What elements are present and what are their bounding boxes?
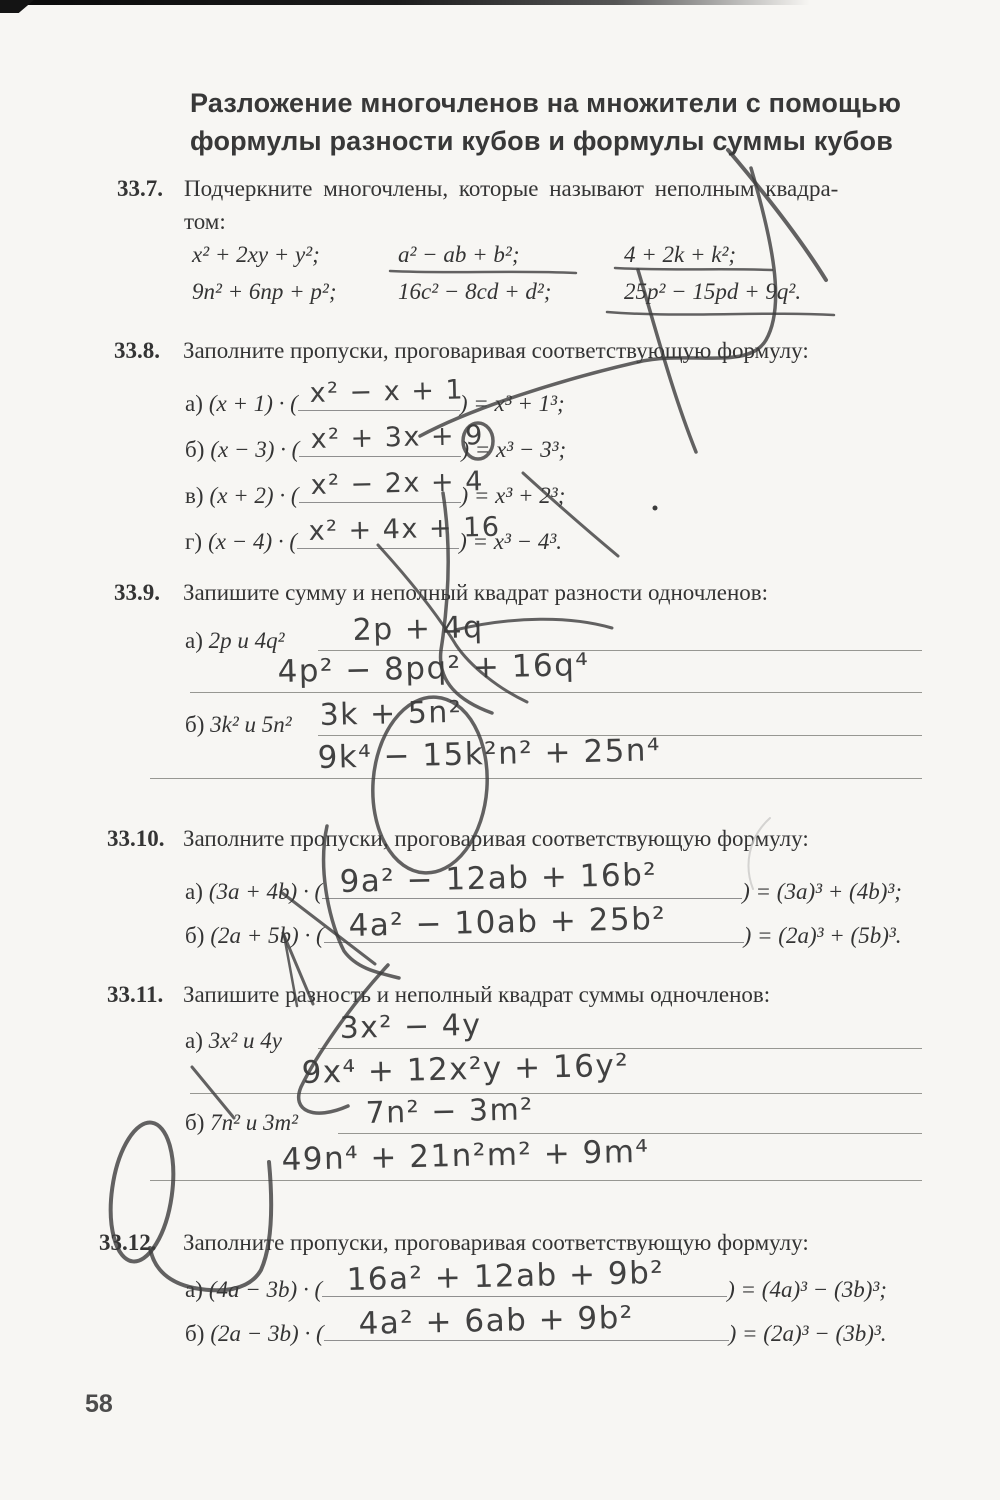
answer-blank bbox=[298, 374, 465, 411]
problem-33-11-item-a-given bbox=[185, 1028, 282, 1054]
problem-33-9-header: Запишите сумму и неполный квадрат разности одночленов: bbox=[183, 580, 769, 605]
answer-line bbox=[318, 694, 922, 736]
section-title-line2: формулы разности кубов и формулы суммы кубов bbox=[190, 126, 893, 156]
item-label: б) bbox=[185, 712, 205, 737]
problem-33-12-item-a bbox=[185, 1254, 887, 1303]
scan-artifact-top-band bbox=[0, 0, 880, 5]
answer-blank bbox=[322, 1254, 727, 1298]
item-label: а) bbox=[185, 628, 203, 653]
polynomial-1: x² + 2xy + y²; bbox=[192, 242, 320, 267]
given-monomials: 2p и 4q² bbox=[208, 628, 285, 653]
answer-line bbox=[150, 1133, 922, 1181]
problem-33-12-header: Заполните пропуски, проговаривая соответствующую формулу: bbox=[183, 1230, 809, 1255]
item-prefix: (x − 3) · ( bbox=[210, 437, 300, 462]
handwritten-answer: x² + 4x + 16 bbox=[308, 511, 501, 547]
item-label: в) bbox=[185, 483, 204, 508]
handwritten-answer: 3x² − 4y bbox=[339, 1007, 482, 1046]
item-label: а) bbox=[185, 1028, 203, 1053]
handwritten-answer: 49n⁴ + 21n²m² + 9m⁴ bbox=[281, 1133, 650, 1178]
item-label: б) bbox=[185, 1321, 205, 1346]
given-monomials: 7n² и 3m² bbox=[210, 1110, 299, 1135]
polynomial-6-underlined: 25p² − 15pd + 9q². bbox=[624, 279, 802, 304]
item-prefix: (x − 4) · ( bbox=[208, 529, 298, 554]
polynomial-3-underlined: 4 + 2k + k²; bbox=[624, 242, 737, 267]
problem-number-33-8: 33.8. bbox=[114, 338, 160, 363]
problem-number-33-11: 33.11. bbox=[107, 982, 164, 1007]
pen-underline-polynomial-3 bbox=[615, 268, 772, 270]
problem-33-9-item-a-given bbox=[185, 628, 285, 654]
problem-33-10-item-b bbox=[185, 900, 902, 949]
given-monomials: 3k² и 5n² bbox=[210, 712, 292, 737]
problem-33-10-header: Заполните пропуски, проговаривая соответствующую формулу: bbox=[183, 826, 809, 851]
handwritten-answer: 4a² + 6ab + 9b² bbox=[357, 1299, 634, 1342]
item-suffix: ) = x³ − 4³. bbox=[459, 529, 563, 554]
item-label: г) bbox=[185, 529, 203, 554]
item-suffix: ) = x³ + 1³; bbox=[459, 391, 565, 416]
item-suffix: ) = (2a)³ − (3b)³. bbox=[728, 1321, 887, 1346]
problem-33-11-header: Запишите разность и неполный квадрат суммы одночленов: bbox=[183, 982, 771, 1007]
problem-33-7-text-line1: Подчеркните многочлены, которые называют неполным квадра- bbox=[184, 176, 839, 201]
problem-33-8-item-b bbox=[185, 420, 567, 463]
handwritten-answer: 2p + 4q bbox=[352, 610, 484, 648]
item-prefix: (x + 1) · ( bbox=[208, 391, 298, 416]
pen-underline-polynomial-6 bbox=[607, 312, 834, 315]
problem-33-10-item-a bbox=[185, 856, 902, 905]
answer-blank bbox=[324, 900, 744, 944]
item-prefix: (2a − 3b) · ( bbox=[210, 1321, 324, 1346]
answer-line bbox=[338, 1092, 922, 1134]
given-monomials: 3x² и 4y bbox=[208, 1028, 282, 1053]
handwritten-answer: 9k⁴ − 15k²n² + 25n⁴ bbox=[317, 732, 662, 776]
item-suffix: ) = x³ − 3³; bbox=[461, 437, 567, 462]
item-label: а) bbox=[185, 391, 203, 416]
item-label: а) bbox=[185, 1277, 203, 1302]
problem-number-33-12: 33.12. bbox=[99, 1230, 157, 1255]
handwritten-answer: 9x⁴ + 12x²y + 16y² bbox=[301, 1047, 630, 1091]
answer-blank bbox=[324, 1299, 729, 1342]
item-suffix: ) = x³ + 2³; bbox=[460, 483, 566, 508]
handwritten-answer: x² − x + 1 bbox=[309, 374, 465, 409]
problem-33-9-item-b-given bbox=[185, 712, 292, 738]
item-prefix: (4a − 3b) · ( bbox=[208, 1277, 323, 1302]
section-title-line1: Разложение многочленов на множители с помощью bbox=[190, 88, 902, 118]
handwritten-answer: 9a² − 12ab + 16b² bbox=[339, 856, 658, 900]
handwritten-answer: x² − 2x + 4 bbox=[309, 466, 484, 501]
polynomial-4: 9n² + 6np + p²; bbox=[192, 279, 337, 304]
problem-33-12-item-b bbox=[185, 1299, 887, 1347]
polynomial-5: 16c² − 8cd + d²; bbox=[398, 279, 552, 304]
item-label: б) bbox=[185, 1110, 205, 1135]
handwritten-answer: 4p² − 8pq² + 16q⁴ bbox=[277, 646, 590, 690]
answer-blank bbox=[299, 466, 484, 503]
handwritten-answer: 7n² − 3m² bbox=[365, 1092, 535, 1131]
answer-line bbox=[318, 610, 922, 651]
item-label: а) bbox=[185, 879, 203, 904]
answer-line bbox=[318, 1007, 922, 1049]
item-prefix: (2a + 5b) · ( bbox=[210, 923, 324, 948]
section-title bbox=[190, 84, 930, 160]
answer-line bbox=[150, 732, 922, 779]
pen-underline-polynomial-2 bbox=[390, 271, 576, 273]
scan-artifact-corner bbox=[0, 0, 34, 13]
answer-line bbox=[190, 1047, 922, 1094]
handwritten-answer: 4a² − 10ab + 25b² bbox=[347, 900, 667, 944]
problem-33-8-item-v bbox=[185, 466, 566, 509]
polynomial-2-underlined: a² − ab + b²; bbox=[398, 242, 520, 267]
page-number: 58 bbox=[85, 1390, 113, 1418]
handwritten-answer: 16a² + 12ab + 9b² bbox=[346, 1254, 665, 1298]
problem-number-33-7: 33.7. bbox=[117, 176, 163, 201]
handwritten-answer: 3k + 5n² bbox=[319, 694, 463, 733]
answer-line bbox=[190, 646, 922, 693]
problem-33-8-item-g bbox=[185, 511, 563, 555]
item-label: б) bbox=[185, 923, 205, 948]
answer-blank bbox=[299, 420, 485, 457]
item-prefix: (3a + 4b) · ( bbox=[208, 879, 323, 904]
pen-stroke-slash-top bbox=[728, 150, 826, 280]
problem-33-8-item-a bbox=[185, 374, 565, 417]
item-suffix: ) = (4a)³ − (3b)³; bbox=[727, 1277, 887, 1302]
item-suffix: ) = (3a)³ + (4b)³; bbox=[742, 879, 902, 904]
problem-33-8-header: Заполните пропуски, проговаривая соответствующую формулу: bbox=[183, 338, 809, 363]
answer-blank bbox=[297, 511, 501, 549]
answer-blank bbox=[322, 856, 742, 900]
handwritten-answer: x² + 3x + 9 bbox=[310, 420, 485, 455]
item-prefix: (x + 2) · ( bbox=[209, 483, 299, 508]
pen-dot bbox=[653, 506, 658, 511]
problem-number-33-10: 33.10. bbox=[107, 826, 165, 851]
problem-33-7-text-line2: том: bbox=[184, 209, 226, 234]
item-label: б) bbox=[185, 437, 205, 462]
item-suffix: ) = (2a)³ + (5b)³. bbox=[743, 923, 902, 948]
problem-number-33-9: 33.9. bbox=[114, 580, 160, 605]
problem-33-11-item-b-given bbox=[185, 1110, 298, 1136]
